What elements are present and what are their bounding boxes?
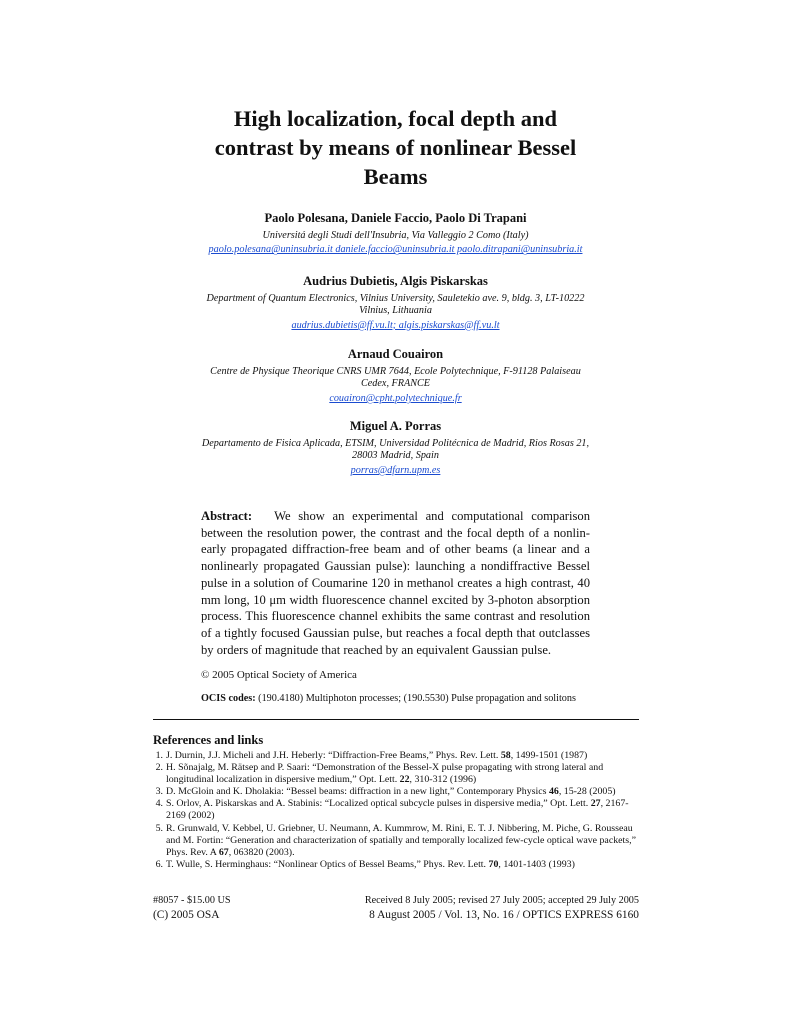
author-names: Paolo Polesana, Daniele Faccio, Paolo Di Trapani — [264, 211, 527, 225]
reference-text: H. Sõnajalg, M. Rätsep and P. Saari: “Demonstration of the Bessel-X pulse propagating with strong lateral and longitudinal localization in dispersive medium,” Opt. Lett. — [166, 762, 604, 786]
author-affiliation — [0, 366, 791, 391]
footer-copyright: (C) 2005 OSA — [153, 909, 220, 921]
footer-right — [365, 893, 639, 923]
reference-volume: 46 — [548, 786, 559, 798]
references-list — [153, 750, 645, 871]
email-link[interactable]: porras@dfarn.upm.es — [350, 464, 441, 476]
ocis-codes — [201, 693, 576, 704]
reference-volume: 27 — [590, 798, 601, 810]
author-emails — [0, 393, 791, 405]
author-emails — [0, 244, 791, 256]
reference-text: , 310-312 (1996) — [409, 774, 477, 786]
reference-item — [153, 762, 645, 786]
abstract-label: Abstract: — [201, 509, 253, 523]
ocis-text: (190.4180) Multiphoton processes; (190.5530) Pulse propagation and solitons — [258, 693, 576, 704]
reference-text: D. McGloin and K. Dholakia: “Bessel beams: diffraction in a new light,” Contemporary Physics — [166, 786, 549, 798]
footer-left — [153, 893, 231, 923]
reference-text: T. Wulle, S. Herminghaus: “Nonlinear Optics of Bessel Beams,” Phys. Rev. Lett. — [166, 858, 489, 870]
reference-text: , 15-28 (2005) — [558, 786, 616, 798]
author-affiliation — [0, 438, 791, 463]
reference-item — [153, 786, 645, 798]
references-heading: References and links — [153, 733, 264, 747]
author-emails — [0, 320, 791, 332]
title-line-2: contrast by means of nonlinear Bessel — [214, 135, 577, 160]
title-line-3: Beams — [363, 164, 428, 189]
email-link[interactable]: paolo.polesana@uninsubria.it daniele.faccio@uninsubria.it paolo.ditrapani@uninsubria.it — [208, 244, 583, 256]
reference-text: , 2167-2169 (2002) — [166, 798, 629, 822]
section-divider — [153, 719, 639, 720]
reference-volume: 70 — [488, 858, 499, 870]
reference-text: , 1499-1501 (1987) — [510, 750, 588, 761]
reference-item — [153, 859, 645, 871]
reference-number: 1. — [155, 750, 163, 761]
reference-number: 6. — [155, 858, 163, 870]
footer-journal-info: 8 August 2005 / Vol. 13, No. 16 / OPTICS EXPRESS 6160 — [369, 909, 639, 921]
affiliation-line: Cedex, FRANCE — [360, 378, 431, 390]
reference-volume: 58 — [500, 750, 511, 761]
author-affiliation — [0, 230, 791, 242]
author-names: Miguel A. Porras — [349, 419, 442, 433]
reference-item — [153, 823, 645, 859]
reference-text: J. Durnin, J.J. Micheli and J.H. Heberly: “Diffraction-Free Beams,” Phys. Rev. Lett. — [166, 750, 501, 761]
reference-item — [153, 798, 645, 822]
affiliation-line: Universitá degli Studi dell'Insubria, Via Valleggio 2 Como (Italy) — [262, 230, 529, 241]
affiliation-line: Department of Quantum Electronics, Vilnius University, Sauletekio ave. 9, bldg. 3, LT-10222 — [206, 293, 585, 304]
email-link[interactable]: couairon@cpht.polytechnique.fr — [329, 392, 462, 404]
author-names: Arnaud Couairon — [347, 347, 444, 361]
reference-volume: 22 — [399, 774, 410, 786]
reference-text: , 063820 (2003). — [228, 846, 295, 858]
ocis-label: OCIS codes: — [201, 693, 256, 704]
reference-volume: 67 — [218, 846, 229, 858]
affiliation-line: Centre de Physique Theorique CNRS UMR 7644, Ecole Polytechnique, F-91128 Palaiseau — [210, 366, 581, 377]
abstract — [201, 508, 590, 658]
affiliation-line: 28003 Madrid, Spain — [352, 450, 439, 462]
affiliation-line: Vilnius, Lithuania — [359, 305, 432, 317]
author-emails — [0, 465, 791, 477]
reference-text: , 1401-1403 (1993) — [498, 858, 575, 870]
author-group-3 — [0, 347, 791, 405]
footer-price: #8057 - $15.00 US — [153, 895, 231, 906]
abstract-text: We show an experimental and computational comparison between the resolution power, the contrast and the focal depth of a nonlin-early propagated diffraction-free beam and of other beams (a linear and a nonlinearly propagated Gaussian pulse): launching a nondiffractive Bessel pulse in a solution of Coumarine 120 in methanol creates a high contrast, 40 mm long, 10 μm width fluorescence channel excited by 3-photon absorption process. This fluorescence channel exhibits the same contrast and resolution of a tightly focused Gaussian pulse, but reaches a focal depth that outclasses by orders of magnitude that reached by an equivalent Gaussian pulse. — [201, 509, 590, 657]
title-line-1: High localization, focal depth and — [233, 106, 558, 131]
author-names: Audrius Dubietis, Algis Piskarskas — [303, 274, 488, 288]
reference-number: 2. — [155, 762, 163, 774]
reference-number: 4. — [155, 798, 163, 810]
email-link[interactable]: audrius.dubietis@ff.vu.lt; algis.piskarskas@ff.vu.lt — [291, 319, 500, 331]
author-affiliation — [0, 293, 791, 318]
author-group-1 — [0, 211, 791, 257]
reference-number: 3. — [155, 786, 163, 798]
footer-received-dates: Received 8 July 2005; revised 27 July 2005; accepted 29 July 2005 — [364, 895, 639, 906]
reference-text: R. Grunwald, V. Kebbel, U. Griebner, U. Neumann, A. Kummrow, M. Rini, E. T. J. Nibbering, M. Piche, G. Rousseau and M. Fortin: “Generation and characterization of spatially and temporally localized few-cycle optical wave packets,” Phys. Rev. A — [166, 822, 636, 858]
copyright-notice: © 2005 Optical Society of America — [201, 669, 357, 681]
affiliation-line: Departamento de Fisica Aplicada, ETSIM, Universidad Politécnica de Madrid, Rios Rosas 21, — [201, 438, 590, 449]
reference-item — [153, 750, 645, 762]
author-group-2 — [0, 274, 791, 332]
reference-text: S. Orlov, A. Piskarskas and A. Stabinis: “Localized optical subcycle pulses in dispersive media,” Opt. Lett. — [166, 798, 591, 810]
reference-number: 5. — [155, 822, 163, 834]
author-group-4 — [0, 419, 791, 477]
paper-title — [0, 104, 791, 191]
